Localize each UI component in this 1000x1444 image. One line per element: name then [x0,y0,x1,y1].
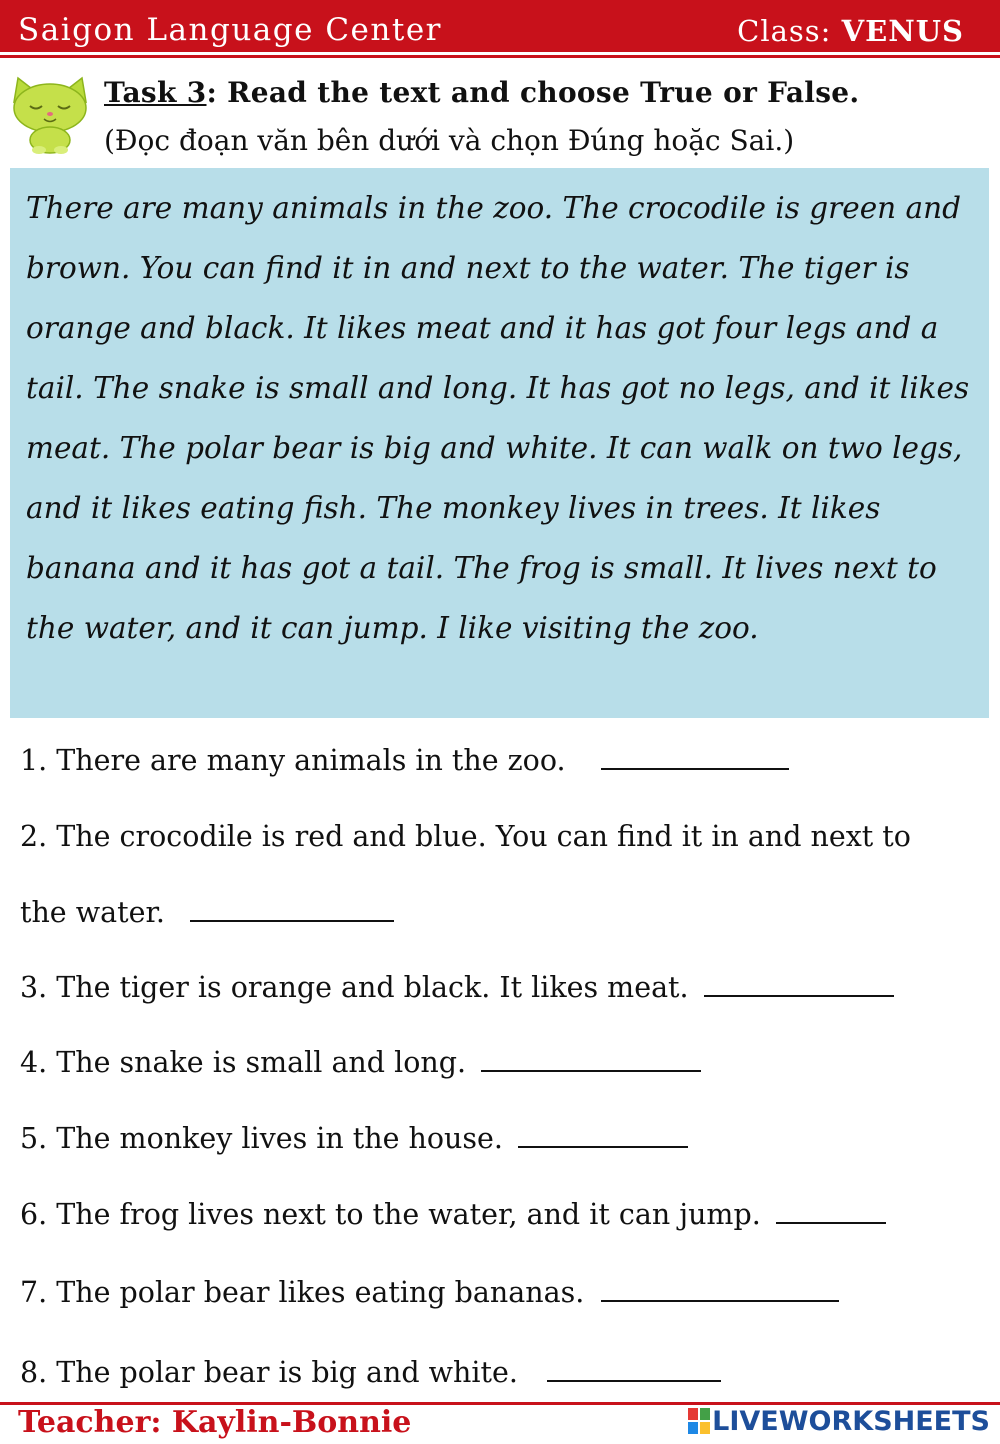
center-name: Saigon Language Center [18,12,442,48]
question-8 [20,1356,721,1389]
class-label: Class: [737,14,832,48]
answer-blank-8[interactable] [547,1356,721,1382]
reading-passage-text: There are many animals in the zoo. The crocodile is green and brown. You can find it in and next to the water. The tiger is orange and black. It likes meat and it has got four legs and a tail. The snake is small and long. It has got no legs, and it likes meat. The polar bear is big and white. It can walk on two legs, and it likes eating fish. The monkey lives in trees. It likes banana and it has got a tail. The frog is small. It lives next to the water, and it can jump. I like visiting the zoo. [26,191,970,645]
teacher-name: Teacher: Kaylin-Bonnie [18,1405,412,1440]
question-text: 3. The tiger is orange and black. It likes meat. [20,971,689,1004]
question-6 [20,1198,886,1231]
question-4 [20,1046,701,1079]
cat-mascot-icon [6,74,94,154]
question-text: 7. The polar bear likes eating bananas. [20,1276,585,1309]
task-translation: (Đọc đoạn văn bên dưới và chọn Đúng hoặc Sai.) [104,124,795,157]
question-text: 8. The polar bear is big and white. [20,1356,518,1389]
question-text: 1. There are many animals in the zoo. [20,744,566,777]
answer-blank-3[interactable] [704,971,894,997]
question-7 [20,1276,839,1309]
question-text: 2. The crocodile is red and blue. You can find it in and next to [20,820,911,853]
header-divider [0,55,1000,58]
class-value: VENUS [841,14,964,48]
answer-blank-6[interactable] [776,1198,886,1224]
question-3 [20,971,894,1004]
question-text: the water. [20,896,165,929]
class-info [737,14,964,48]
reading-passage-box [10,168,989,718]
answer-blank-2[interactable] [190,896,394,922]
liveworksheets-logo-icon [688,1408,710,1434]
question-text: 5. The monkey lives in the house. [20,1122,503,1155]
answer-blank-4[interactable] [481,1046,701,1072]
answer-blank-1[interactable] [601,744,789,770]
page-header [0,0,1000,52]
task-title [104,76,859,109]
task-number: Task 3 [104,76,207,109]
task-instruction: : Read the text and choose True or False. [206,76,860,109]
brand-name: LIVEWORKSHEETS [712,1406,990,1437]
liveworksheets-brand[interactable] [688,1406,990,1436]
question-1 [20,744,789,777]
answer-blank-7[interactable] [601,1276,839,1302]
question-5 [20,1122,688,1155]
question-text: 6. The frog lives next to the water, and it can jump. [20,1198,761,1231]
answer-blank-5[interactable] [518,1122,688,1148]
question-text: 4. The snake is small and long. [20,1046,467,1079]
question-2-continued [20,896,394,929]
question-2 [20,820,911,853]
